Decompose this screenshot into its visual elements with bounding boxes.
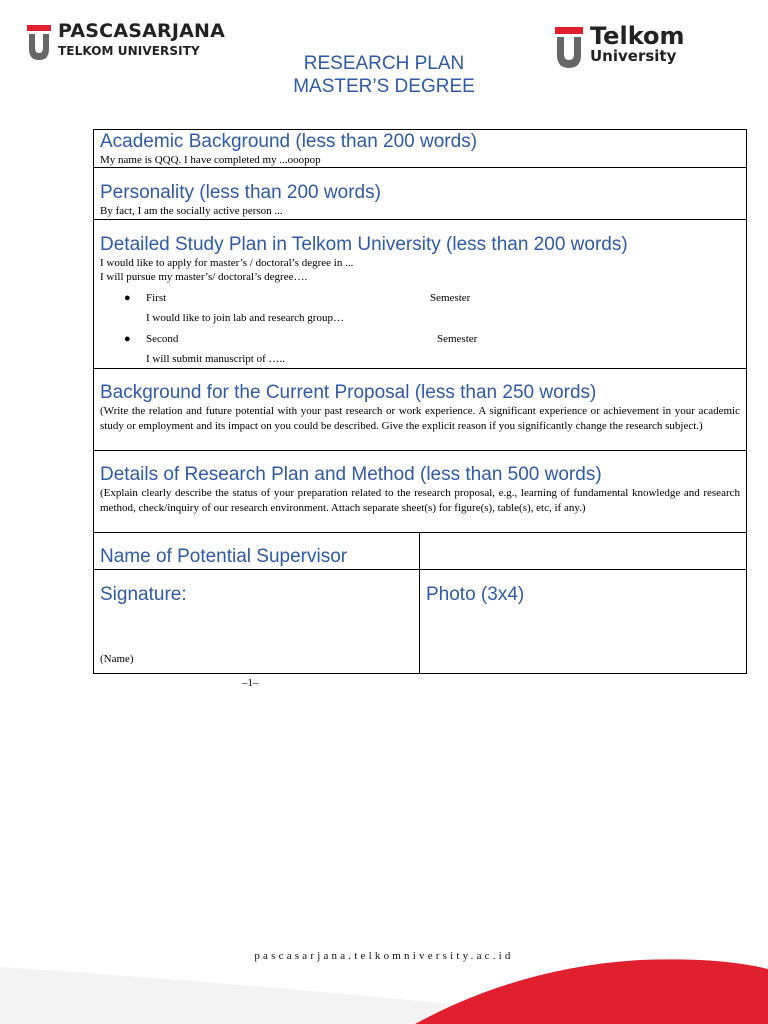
semester-text: Semester <box>437 333 478 345</box>
academic-text: My name is QQQ. I have completed my ...ooopop <box>100 154 321 166</box>
study-plan-heading: Detailed Study Plan in Telkom University (less than 200 words) <box>100 234 628 255</box>
academic-heading: Academic Background (less than 200 words) <box>100 131 478 152</box>
logo-left-line2: TELKOM UNIVERSITY <box>58 44 200 58</box>
supervisor-input-cell[interactable] <box>420 533 747 570</box>
semester-item-2 <box>100 332 740 346</box>
background-row <box>94 369 747 451</box>
personality-heading: Personality (less than 200 words) <box>100 182 381 203</box>
bullet-icon: ● <box>124 292 131 304</box>
supervisor-row <box>94 533 747 570</box>
bullet-icon: ● <box>124 333 131 345</box>
study-plan-line-1: I would like to apply for master’s / doctoral’s degree in ... <box>100 257 354 269</box>
study-plan-cell[interactable] <box>94 220 747 369</box>
background-heading: Background for the Current Proposal (less than 250 words) <box>100 382 597 403</box>
personality-text: By fact, I am the socially active person ... <box>100 205 283 217</box>
supervisor-label-cell <box>94 533 420 570</box>
logo-right-line2: University <box>590 47 677 65</box>
document-title <box>0 52 768 98</box>
title-line-2: MASTER’S DEGREE <box>293 76 475 97</box>
footer-url: pascasarjana.telkomniversity.ac.id <box>254 950 514 962</box>
personality-cell[interactable] <box>94 168 747 220</box>
semester-item-1 <box>100 291 740 305</box>
semester-label: First <box>146 292 167 304</box>
academic-cell[interactable] <box>94 130 747 168</box>
signature-cell[interactable] <box>94 570 420 674</box>
details-row <box>94 451 747 533</box>
academic-row <box>94 130 747 168</box>
logo-right-line1: Telkom <box>590 22 685 50</box>
semester-detail-1: I would like to join lab and research group… <box>146 312 344 324</box>
personality-row <box>94 168 747 220</box>
semester-detail-2: I will submit manuscript of ….. <box>146 353 286 365</box>
background-text: (Write the relation and future potential with your past research or work experience. A significant experience or achievement in your academic study or employment and its impact on you could be described. Give the explicit reason if you significantly change the research subject.) <box>100 405 740 432</box>
signature-heading: Signature: <box>100 584 187 605</box>
details-heading: Details of Research Plan and Method (less than 500 words) <box>100 464 602 485</box>
signature-name-label: (Name) <box>100 653 134 665</box>
semester-label: Second <box>146 333 179 345</box>
photo-cell[interactable] <box>420 570 747 674</box>
footer-wave-decoration <box>0 955 768 1024</box>
logo-left-line1: PASCASARJANA <box>58 20 226 42</box>
supervisor-heading: Name of Potential Supervisor <box>100 546 348 567</box>
page-number: –1– <box>242 677 259 689</box>
details-text: (Explain clearly describe the status of your preparation related to the research proposal, e.g., learning of fundamental knowledge and research method, check/inquiry of our research environment. Attach separate sheet(s) for figure(s), table(s), etc, if any.) <box>100 487 740 514</box>
background-cell[interactable] <box>94 369 747 451</box>
photo-heading: Photo (3x4) <box>426 584 525 605</box>
study-plan-row <box>94 220 747 369</box>
research-plan-form <box>93 129 747 674</box>
details-cell[interactable] <box>94 451 747 533</box>
study-plan-line-2: I will pursue my master’s/ doctoral’s degree…. <box>100 271 308 283</box>
title-line-1: RESEARCH PLAN <box>303 53 465 74</box>
semester-text: Semester <box>430 292 471 304</box>
signature-photo-row <box>94 570 747 674</box>
